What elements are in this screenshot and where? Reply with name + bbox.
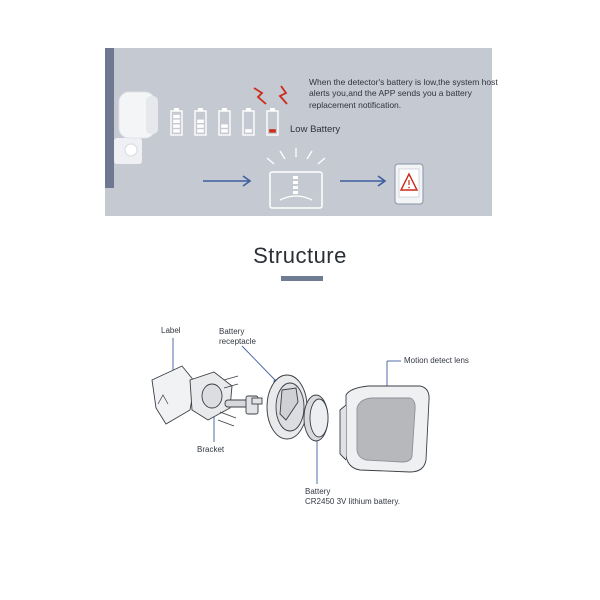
battery-callout (305, 487, 400, 506)
battery-alert-description: When the detector's battery is low,the system host alerts you,and the APP sends you a battery replacement notification. (309, 77, 498, 110)
screw-connector (246, 396, 262, 414)
section-title: Structure (253, 243, 347, 268)
motion-lens-housing (340, 386, 429, 472)
low-battery-label: Low Battery (290, 124, 341, 135)
battery-callout-line2: CR2450 3V lithium battery. (305, 496, 401, 506)
bracket-callout: Bracket (197, 445, 225, 454)
battery-receptacle-part (267, 375, 307, 439)
battery-receptacle-line1: Battery (219, 327, 245, 336)
motion-lens-callout: Motion detect lens (404, 356, 469, 365)
label-sticker (152, 366, 195, 424)
battery-receptacle-line2: receptacle (219, 336, 256, 346)
battery-receptacle-callout (219, 327, 256, 346)
label-callout: Label (161, 326, 181, 335)
battery-callout-line1: Battery (305, 487, 331, 496)
coin-battery-part (304, 395, 328, 441)
